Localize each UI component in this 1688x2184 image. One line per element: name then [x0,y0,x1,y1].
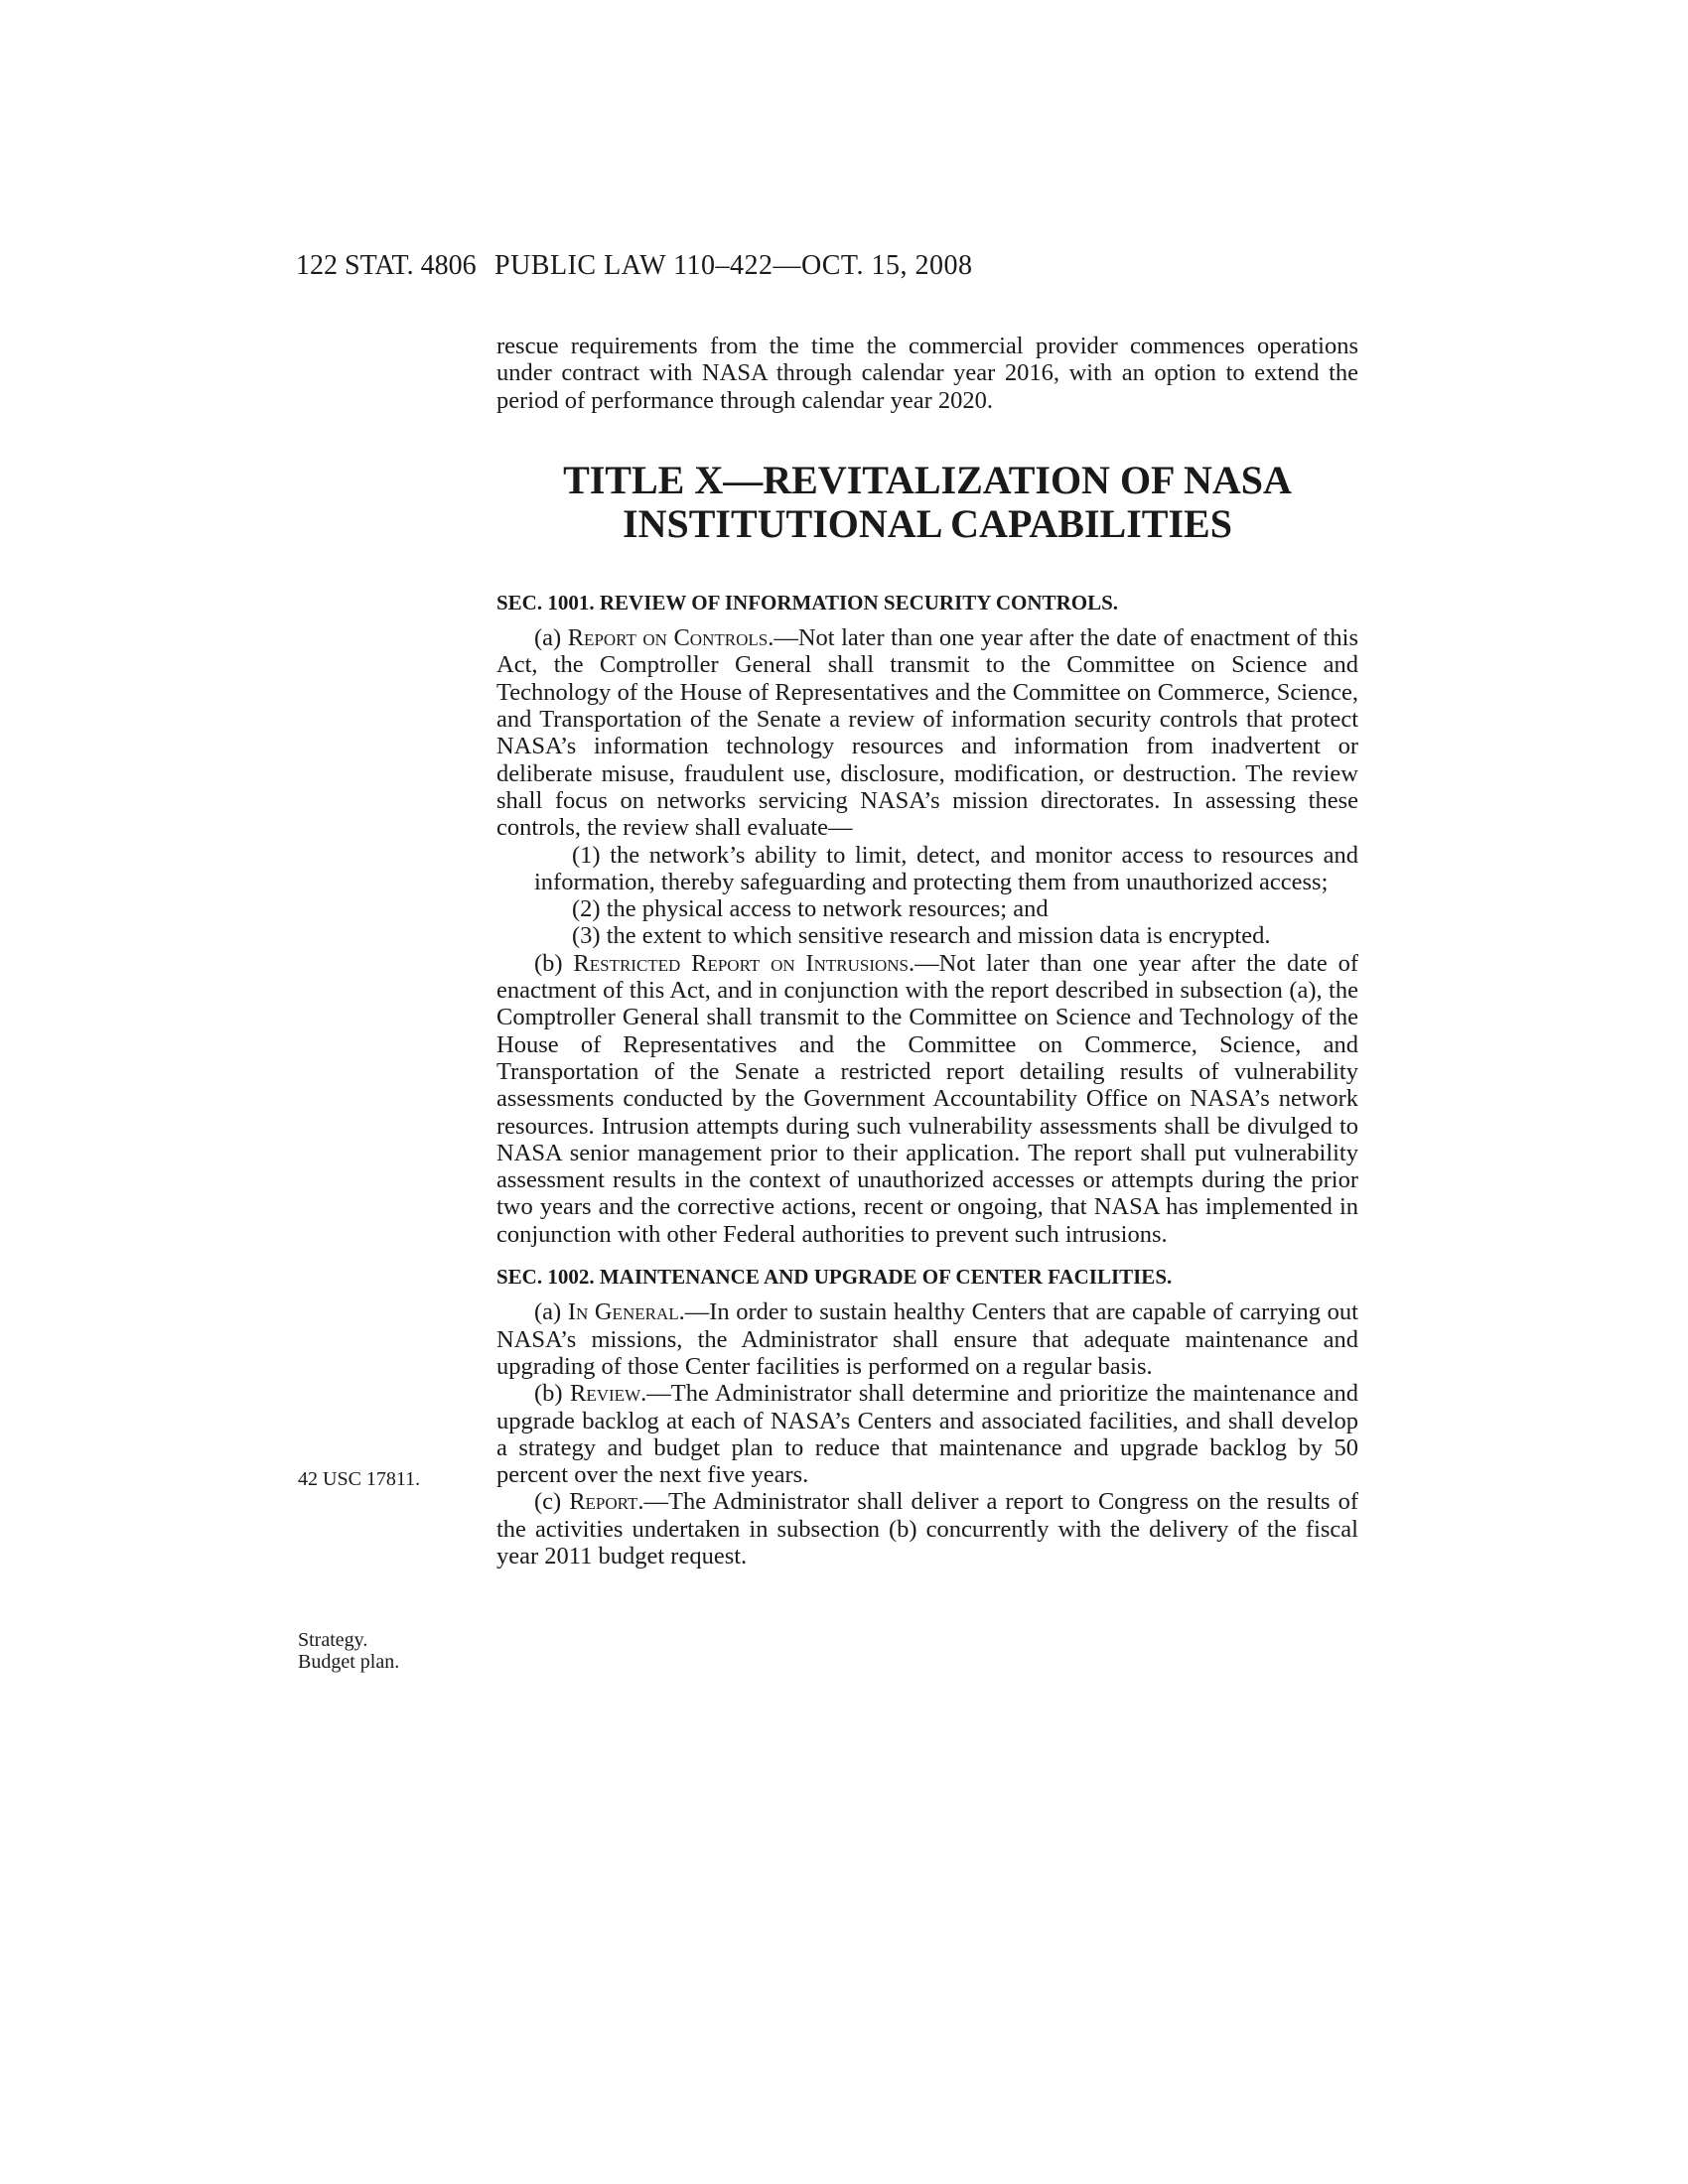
subsection-text: —In order to sustain healthy Centers that are capable of carrying out NASA’s missions, the Administrator shall ensure that adequate maintenance and upgrading of those Center facilities is performed on a regular basis. [496,1298,1358,1380]
public-law-citation: PUBLIC LAW 110–422—OCT. 15, 2008 [494,250,973,281]
sec1001-subsection-b [496,950,1358,1248]
title-line-1: TITLE X—REVITALIZATION OF NASA [563,457,1292,502]
title-heading [496,459,1358,546]
sec1002-subsection-a [496,1298,1358,1380]
margin-note-budget-plan: Budget plan. [298,1651,400,1673]
sec1002-subsection-b [496,1380,1358,1488]
subsection-text: —The Administrator shall determine and prioritize the maintenance and upgrade backlog at each of NASA’s Centers and associated facilities, and shall develop a strategy and budget plan to reduce that maintenance and upgrade backlog by 50 percent over the next five years. [496,1380,1358,1489]
statute-page-number: 122 STAT. 4806 [296,250,477,281]
section-1001-heading: SEC. 1001. REVIEW OF INFORMATION SECURITY CONTROLS. [496,590,1119,614]
title-line-2: INSTITUTIONAL CAPABILITIES [623,500,1232,546]
subsection-text: —The Administrator shall deliver a report to Congress on the results of the activities undertaken in subsection (b) concurrently with the delivery of the fiscal year 2011 budget request. [496,1488,1358,1570]
subsection-heading: Restricted Report on Intrusions. [573,949,915,977]
subsection-label: (b) [534,949,574,977]
subsection-label: (a) [534,1298,568,1326]
page-header [0,250,1688,290]
subsection-label: (b) [534,1380,571,1408]
sec1001-subsection-a [496,624,1358,841]
subsection-heading: Report. [569,1488,644,1516]
margin-note-usc: 42 USC 17811. [298,1468,421,1490]
subsection-label: (c) [534,1488,570,1516]
section-1002-heading: SEC. 1002. MAINTENANCE AND UPGRADE OF CENTER FACILITIES. [496,1265,1173,1290]
subsection-heading: In General. [567,1298,685,1326]
subsection-text: —Not later than one year after the date of enactment of this Act, the Comptroller General shall transmit to the Committee on Science and Technology of the House of Representatives and the Committee on Commerce, Science, and Transportation of the Senate a review of information security controls that protect NASA’s information technology resources and information from inadvertent or deliberate misuse, fraudulent use, disclosure, modification, or destruction. The review shall focus on networks servicing NASA’s mission directorates. In assessing these controls, the review shall evaluate— [496,624,1358,842]
sec1001-item-2: (2) the physical access to network resources; and [572,895,1049,923]
sec1001-item-1: (1) the network’s ability to limit, detect, and monitor access to resources and information, thereby safeguarding and protecting them from unauthorized access; [534,841,1358,895]
margin-note-strategy: Strategy. [298,1629,368,1651]
subsection-heading: Report on Controls. [567,624,774,652]
sec1001-item-3: (3) the extent to which sensitive research and mission data is encrypted. [572,922,1271,950]
subsection-label: (a) [534,624,568,652]
continuation-paragraph: rescue requirements from the time the commercial provider commences operations under contract with NASA through calendar year 2016, with an option to extend the period of performance through calendar year 2020. [496,333,1358,414]
subsection-text: —Not later than one year after the date of enactment of this Act, and in conjunction with the report described in subsection (a), the Comptroller General shall transmit to the Committee on Science and Technology of the House of Representatives and the Committee on Commerce, Science, and Transportation of the Senate a restricted report detailing results of vulnerability assessments conducted by the Government Accountability Office on NASA’s network resources. Intrusion attempts during such vulnerability assessments shall be divulged to NASA senior management prior to their application. The report shall put vulnerability assessment results in the context of unauthorized accesses or attempts during the prior two years and the corrective actions, recent or ongoing, that NASA has implemented in conjunction with other Federal authorities to prevent such intrusions. [496,949,1358,1248]
sec1002-subsection-c [496,1488,1358,1570]
main-text-column [496,333,1358,1570]
subsection-heading: Review. [570,1380,647,1408]
